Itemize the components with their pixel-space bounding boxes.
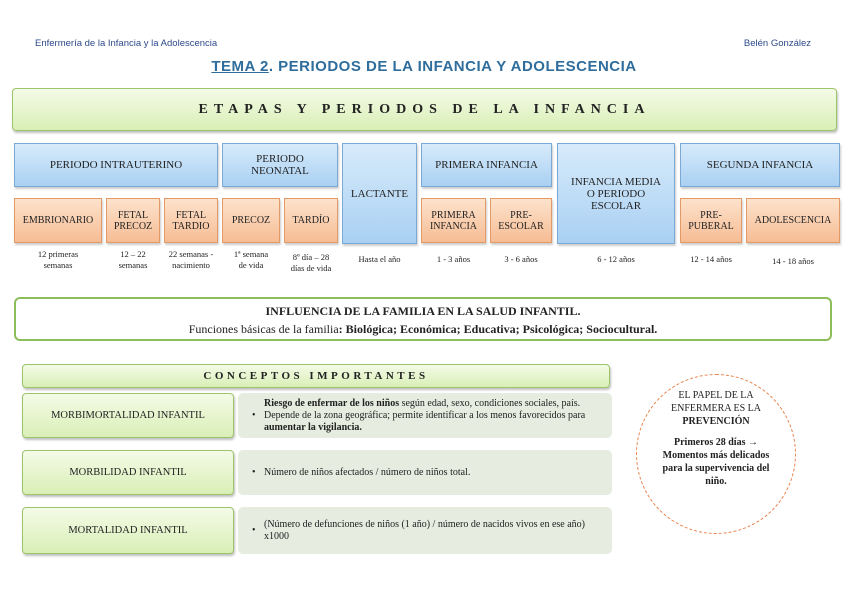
concept-label-morbimortalidad: MORBIMORTALIDAD INFANTIL	[22, 393, 234, 438]
title-topic: TEMA 2	[211, 58, 269, 75]
age-pre-escolar: 3 - 6 años	[504, 254, 538, 264]
title-text: . PERIODOS DE LA INFANCIA Y ADOLESCENCIA	[268, 58, 637, 75]
age-infancia-media: 6 - 12 años	[597, 254, 635, 264]
period-infancia-media: INFANCIA MEDIA O PERIODO ESCOLAR	[557, 143, 675, 244]
age-lactante: Hasta el año	[358, 254, 401, 264]
subperiod-adolescencia: ADOLESCENCIA	[746, 198, 840, 243]
family-functions	[16, 322, 830, 337]
subperiod-embrionario: EMBRIONARIO	[14, 198, 102, 243]
subperiod-tardio: TARDÍO	[284, 198, 338, 243]
bullet-icon: •	[252, 409, 256, 421]
family-functions-prefix: Funciones básicas de la familia	[188, 322, 339, 336]
period-primera-infancia: PRIMERA INFANCIA	[421, 143, 552, 187]
family-influence-box	[14, 297, 832, 341]
family-functions-list: : Biológica; Económica; Educativa; Psicológica; Sociocultural.	[338, 322, 658, 336]
document-title	[0, 58, 848, 75]
prevention-line2: PREVENCIÓN	[682, 416, 750, 427]
concept-desc-morbimortalidad-bold-end: aumentar la vigilancia.	[264, 421, 362, 433]
concept-desc-morbimortalidad-text: según edad, sexo, condiciones sociales, país. Depende de la zona geográfica; permite identificar a los menos favorecidos para	[264, 397, 586, 421]
age-fetal-precoz: 12 – 22 semanas	[118, 249, 148, 270]
age-embrionario: 12 primeras semanas	[37, 249, 79, 270]
concept-desc-morbimortalidad	[238, 393, 612, 438]
concept-label-mortalidad: MORTALIDAD INFANTIL	[22, 507, 234, 554]
subperiod-fetal-precoz: FETAL PRECOZ	[106, 198, 160, 243]
prevention-line1: EL PAPEL DE LA ENFERMERA ES LA	[670, 390, 761, 414]
concept-desc-mortalidad-text: (Número de defunciones de niños (1 año) / número de nacidos vivos en ese año) x1000	[264, 518, 586, 542]
subperiod-primera-infancia: PRIMERA INFANCIA	[421, 198, 486, 243]
age-precoz: 1ª semana de vida	[233, 249, 269, 270]
age-pre-puberal: 12 - 14 años	[690, 254, 732, 264]
period-segunda-infancia: SEGUNDA INFANCIA	[680, 143, 840, 187]
period-intrauterino: PERIODO INTRAUTERINO	[14, 143, 218, 187]
document-header-left: Enfermería de la Infancia y la Adolescencia	[35, 38, 218, 49]
age-tardio: 8º día – 28 días de vida	[290, 252, 332, 273]
prevention-line3: Primeros 28 días → Momentos más delicados para la supervivencia del niño.	[662, 437, 770, 487]
bullet-icon: •	[252, 524, 256, 536]
concepts-heading: CONCEPTOS IMPORTANTES	[22, 364, 610, 388]
concept-desc-morbimortalidad-bold-start: Riesgo de enfermar de los niños	[264, 397, 400, 409]
age-primera-infancia: 1 - 3 años	[436, 254, 471, 264]
age-adolescencia: 14 - 18 años	[772, 256, 814, 266]
concept-desc-mortalidad	[238, 507, 612, 554]
period-neonatal: PERIODO NEONATAL	[222, 143, 338, 187]
prevention-circle	[636, 374, 796, 534]
main-heading: ETAPAS Y PERIODOS DE LA INFANCIA	[12, 88, 837, 131]
concept-label-morbilidad: MORBILIDAD INFANTIL	[22, 450, 234, 495]
concept-desc-morbilidad-text: Número de niños afectados / número de niños total.	[264, 466, 471, 478]
subperiod-pre-escolar: PRE-ESCOLAR	[490, 198, 552, 243]
document-header-right: Belén González	[743, 38, 811, 49]
concept-desc-morbilidad	[238, 450, 612, 495]
bullet-icon: •	[252, 466, 256, 478]
age-fetal-tardio: 22 semanas - nacimiento	[168, 249, 214, 270]
subperiod-pre-puberal: PRE-PUBERAL	[680, 198, 742, 243]
subperiod-precoz: PRECOZ	[222, 198, 280, 243]
family-influence-title: INFLUENCIA DE LA FAMILIA EN LA SALUD INFANTIL.	[265, 304, 581, 318]
subperiod-fetal-tardio: FETAL TARDIO	[164, 198, 218, 243]
period-lactante: LACTANTE	[342, 143, 417, 244]
